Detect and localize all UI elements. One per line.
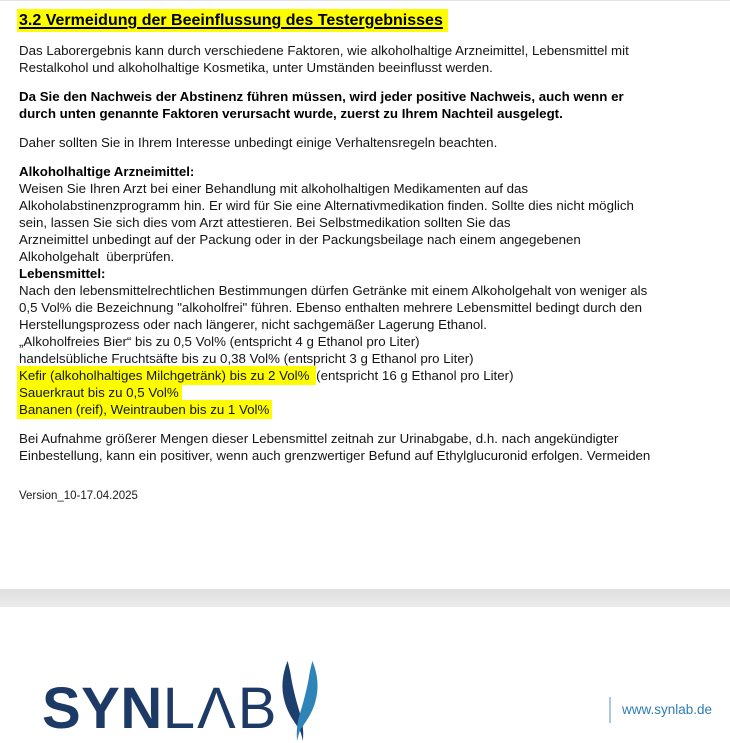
- blank-line: [19, 464, 719, 476]
- website-divider-bar: [609, 697, 611, 723]
- text-line: [19, 401, 719, 418]
- footer-divider-band: [0, 589, 730, 607]
- text-line: [19, 367, 719, 384]
- text-line: [19, 488, 719, 505]
- text-line: [19, 8, 719, 33]
- text-line: [19, 299, 719, 316]
- text-segment: Daher sollten Sie in Ihrem Interesse unbedingt einige Verhaltensregeln beachten.: [19, 135, 498, 150]
- text-line: [19, 316, 719, 333]
- text-line: [19, 282, 719, 299]
- top-divider: [0, 0, 730, 1]
- text-segment: Das Laborergebnis kann durch verschiedene Faktoren, wie alkoholhaltige Arzneimittel, Lebensmittel mit: [19, 43, 629, 58]
- text-segment: (entspricht 16 g Ethanol pro Liter): [316, 368, 514, 383]
- text-line: [19, 350, 719, 367]
- highlighted-text: Kefir (alkoholhaltiges Milchgetränk) bis zu 2 Vol%: [17, 366, 316, 385]
- highlighted-text: Bananen (reif), Weintrauben bis zu 1 Vol%: [17, 400, 272, 419]
- paragraph: [19, 42, 719, 76]
- text-line: [19, 134, 719, 151]
- text-line: [19, 163, 719, 180]
- text-line: [19, 214, 719, 231]
- text-line: [19, 88, 719, 105]
- paragraph: [19, 430, 719, 464]
- blank-line: [19, 418, 719, 430]
- highlighted-text: Sauerkraut bis zu 0,5 Vol%: [17, 383, 182, 402]
- text-segment: sein, lassen Sie sich dies vom Arzt attestieren. Bei Selbstmedikation sollten Sie das: [19, 215, 511, 230]
- text-segment: Lebensmittel:: [19, 266, 106, 281]
- text-segment: 0,5 Vol% die Bezeichnung "alkoholfrei" führen. Ebenso enthalten mehrere Lebensmittel bedingt durch den: [19, 300, 642, 315]
- text-line: [19, 447, 719, 464]
- text-line: [19, 430, 719, 447]
- blank-line: [19, 122, 719, 134]
- synlab-v-icon: [271, 658, 329, 742]
- document-body: [19, 8, 719, 505]
- text-line: [19, 197, 719, 214]
- paragraph: [19, 163, 719, 418]
- text-segment: Da Sie den Nachweis der Abstinenz führen müssen, wird jeder positive Nachweis, auch wenn er: [19, 89, 624, 104]
- text-line: [19, 42, 719, 59]
- text-segment: Version_10-17.04.2025: [19, 490, 138, 502]
- text-segment: handelsübliche Fruchtsäfte bis zu 0,38 Vol% (entspricht 3 g Ethanol pro Liter): [19, 351, 474, 366]
- text-segment: Herstellungsprozess oder nach längerer, nicht sachgemäßer Lagerung Ethanol.: [19, 317, 487, 332]
- blank-line: [19, 476, 719, 488]
- paragraph: [19, 134, 719, 151]
- text-segment: Bei Aufnahme größerer Mengen dieser Lebensmittel zeitnah zur Urinabgabe, d.h. nach angekündigter: [19, 431, 619, 446]
- text-segment: Einbestellung, kann ein positiver, wenn auch grenzwertiger Befund auf Ethylglucuronid erfolgen. Vermeiden: [19, 448, 651, 463]
- logo-text-bold: SYN: [42, 676, 163, 741]
- text-segment: Arzneimittel unbedingt auf der Packung oder in der Packungsbeilage nach einem angegebenen: [19, 232, 581, 247]
- blank-line: [19, 151, 719, 163]
- paragraph: [19, 88, 719, 122]
- text-line: [19, 59, 719, 76]
- text-segment: „Alkoholfreies Bier“ bis zu 0,5 Vol% (entspricht 4 g Ethanol pro Liter): [19, 334, 420, 349]
- synlab-logo-text: [42, 676, 279, 741]
- text-line: [19, 105, 719, 122]
- text-segment: Nach den lebensmittelrechtlichen Bestimmungen dürfen Getränke mit einem Alkoholgehalt von weniger als: [19, 283, 648, 298]
- text-line: [19, 384, 719, 401]
- text-line: [19, 265, 719, 282]
- text-segment: Weisen Sie Ihren Arzt bei einer Behandlung mit alkoholhaltigen Medikamenten auf das: [19, 181, 529, 196]
- text-line: [19, 231, 719, 248]
- website-link[interactable]: www.synlab.de: [622, 702, 713, 717]
- text-segment: Restalkohol und alkoholhaltige Kosmetika, unter Umständen beeinflusst werden.: [19, 60, 493, 75]
- section-heading: [19, 8, 719, 33]
- logo-text-light: LΛB: [162, 676, 279, 741]
- text-line: [19, 333, 719, 350]
- highlighted-text: 3.2 Vermeidung der Beeinflussung des Testergebnisses: [17, 9, 448, 32]
- blank-line: [19, 76, 719, 88]
- text-segment: durch unten genannte Faktoren verursacht wurde, zuerst zu Ihrem Nachteil ausgelegt.: [19, 106, 563, 121]
- version-label: [19, 488, 719, 505]
- text-segment: Alkoholgehalt überprüfen.: [19, 249, 175, 264]
- text-line: [19, 180, 719, 197]
- text-line: [19, 248, 719, 265]
- text-segment: Alkoholabstinenzprogramm hin. Er wird für Sie eine Alternativmedikation finden. Sollte dies nicht möglich: [19, 198, 634, 213]
- v-icon-right-blade: [297, 661, 318, 741]
- text-segment: Alkoholhaltige Arzneimittel:: [19, 164, 195, 179]
